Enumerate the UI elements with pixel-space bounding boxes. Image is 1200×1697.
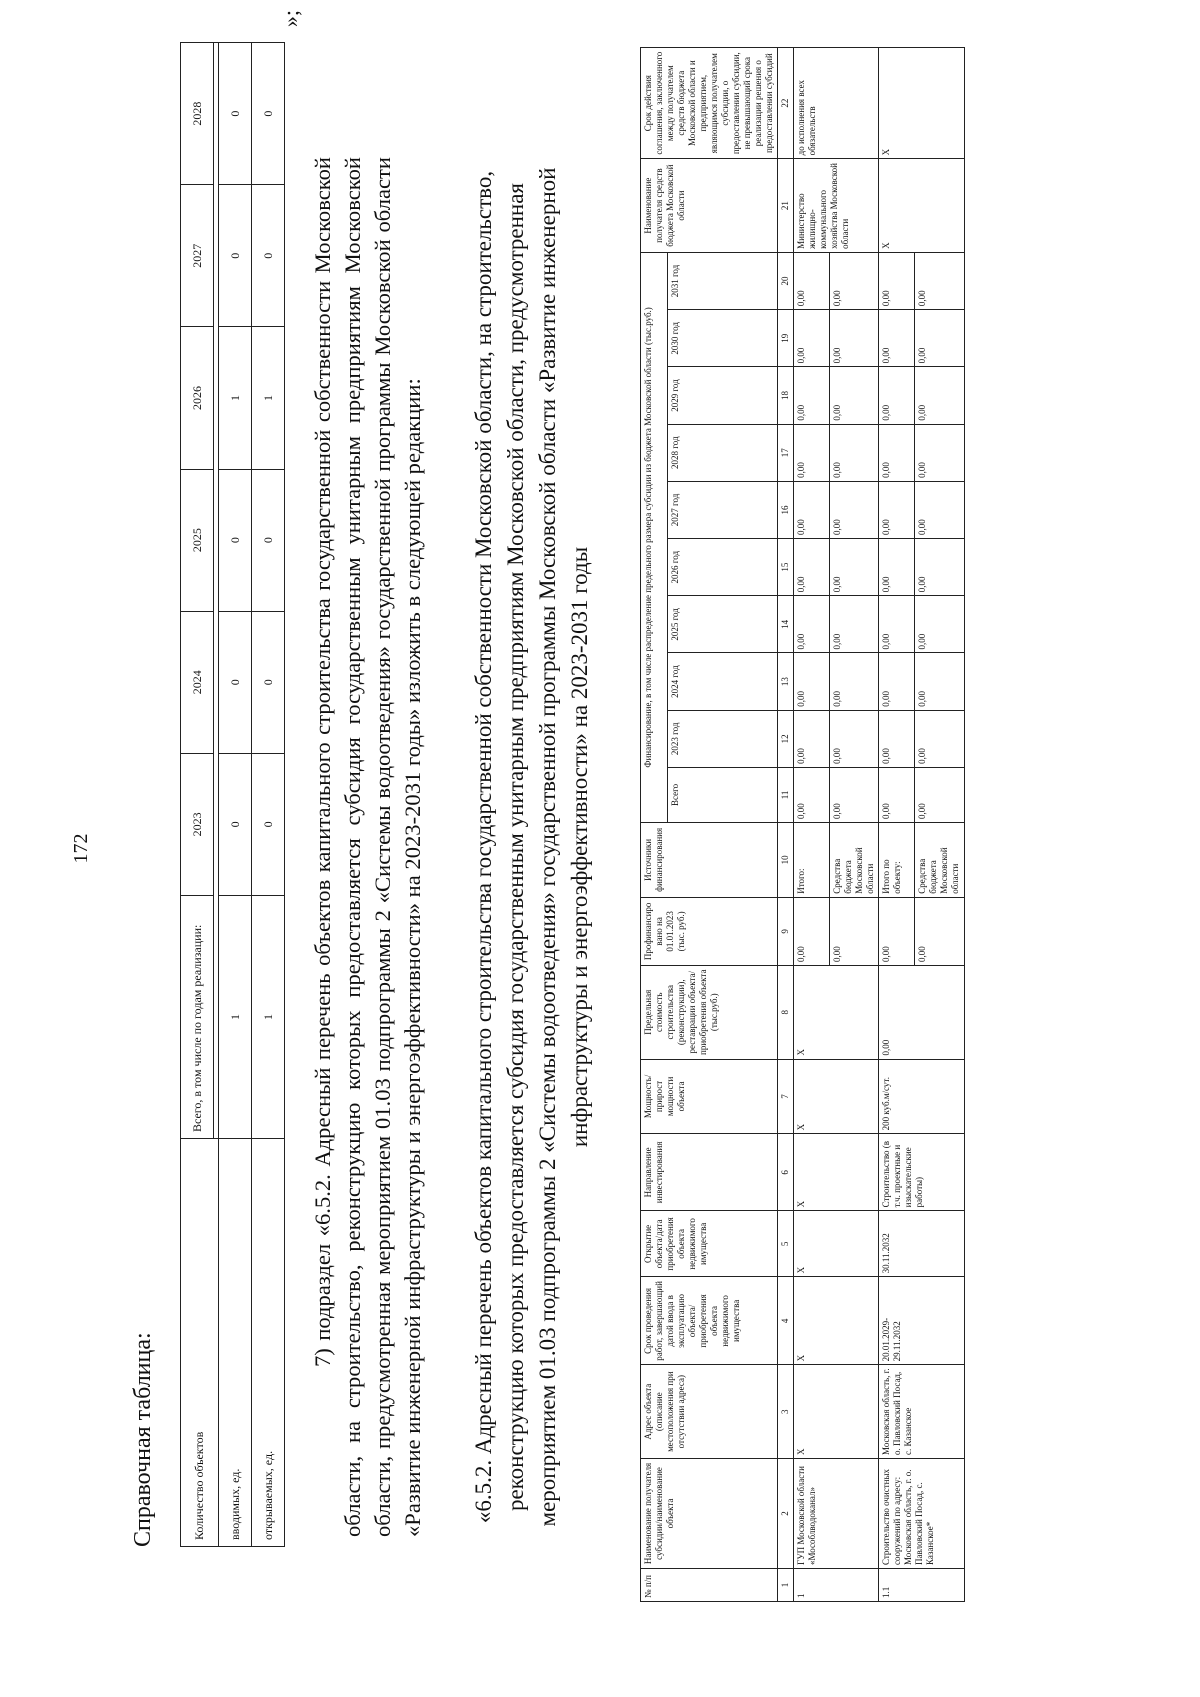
closing-quote-mark: »; <box>278 10 303 28</box>
table-row <box>219 43 252 1547</box>
table-cell: X <box>794 1211 879 1277</box>
table-header-cell: 2024 год <box>668 653 778 710</box>
table-cell: 0,00 <box>915 897 965 965</box>
table-cell: Строительство (в т.ч. проектные и изыскательские работы) <box>879 1134 965 1211</box>
table-cell: 0,00 <box>879 539 915 596</box>
table-header-cell: № п/п <box>641 1569 778 1602</box>
table-row <box>879 48 915 1602</box>
table-header-cell: 2028 год <box>668 424 778 481</box>
column-number: 7 <box>778 1059 794 1134</box>
table-cell: 0 <box>252 185 285 327</box>
column-number: 17 <box>778 424 794 481</box>
table-cell: 0,00 <box>915 710 965 767</box>
table-cell: 0,00 <box>879 710 915 767</box>
table-header-cell: Предельная стоимость строительства (реконструкции), реставрации объекта/приобретения объекта (тыс.руб.) <box>641 965 778 1059</box>
table-header-cell: 2029 год <box>668 367 778 424</box>
table-cell: 0,00 <box>794 539 830 596</box>
table-cell: 0,00 <box>915 539 965 596</box>
table-header-cell: 2025 <box>181 469 214 611</box>
table-cell: 0,00 <box>879 767 915 822</box>
table-header-cell: 2027 год <box>668 481 778 538</box>
column-number: 4 <box>778 1277 794 1365</box>
table-cell: 20.01.2029-29.11.2032 <box>879 1277 965 1365</box>
table-header-cell: Открытие объекта/дата приобретения объекта недвижимого имущества <box>641 1211 778 1277</box>
table-cell: 30.11.2032 <box>879 1211 965 1277</box>
table-header-cell: Всего, в том числе по годам реализации: <box>181 896 214 1139</box>
table-cell: 0,00 <box>794 596 830 653</box>
table-header-cell: Всего <box>668 767 778 822</box>
column-number: 18 <box>778 367 794 424</box>
table-cell: 1 <box>252 896 285 1139</box>
table-row <box>181 43 214 1547</box>
column-number: 19 <box>778 310 794 367</box>
page-number: 172 <box>70 833 92 864</box>
column-number: 3 <box>778 1365 794 1459</box>
table-cell: X <box>794 1365 879 1459</box>
table-cell: X <box>794 1277 879 1365</box>
table-header-cell: 2026 год <box>668 539 778 596</box>
column-number: 6 <box>778 1134 794 1211</box>
table-cell: 0,00 <box>794 767 830 822</box>
table-header-cell: Количество объектов <box>181 1139 219 1547</box>
column-number: 20 <box>778 252 794 309</box>
column-number: 11 <box>778 767 794 822</box>
table-header-cell: Мощность/прирост мощности объекта <box>641 1059 778 1134</box>
amendment-paragraph: 7) подраздел «6.5.2. Адресный перечень объектов капитального строительства государственной собственности Московской области, на строительство, реконструкцию которых предоставляется субсидия государственным унитарным предприятиям Московской области, предусмотренная мероприятием 01.03 подпрограммы 2 «Системы водоотведения» государственной программы Московской области «Развитие инженерной инфраструктуры и энергоэффективности» на 2023-2031 годы» изложить в следующей редакции: <box>310 157 425 1537</box>
table-cell: 0,00 <box>830 252 879 309</box>
table-cell: X <box>879 159 965 253</box>
table-cell: 0,00 <box>794 367 830 424</box>
table-cell: 0,00 <box>879 897 915 965</box>
table-cell: X <box>794 965 879 1059</box>
column-number: 1 <box>778 1569 794 1602</box>
table-cell: 0,00 <box>915 424 965 481</box>
table-header-cell: 2028 <box>181 43 214 185</box>
table-cell: 0,00 <box>879 596 915 653</box>
table-cell: 0,00 <box>915 310 965 367</box>
column-number: 8 <box>778 965 794 1059</box>
table-cell: 1 <box>794 1569 879 1602</box>
table-cell: Итого по объекту: <box>879 822 915 897</box>
table-cell: 0 <box>252 469 285 611</box>
table-cell: 0,00 <box>830 539 879 596</box>
table-cell: 0,00 <box>830 710 879 767</box>
table-cell: 1 <box>252 327 285 469</box>
table-header-cell: Наименование получателя субсидии/наименование объекта <box>641 1458 778 1568</box>
table-cell: 0 <box>252 611 285 753</box>
column-number: 22 <box>778 48 794 159</box>
table-cell: 0,00 <box>794 310 830 367</box>
table-cell: 0,00 <box>915 252 965 309</box>
table-cell: X <box>794 1134 879 1211</box>
table-cell: 0 <box>252 753 285 895</box>
table-header-cell: Финансирование, в том числе распределение предельного размера субсидии из бюджета Московской области (тыс.руб.) <box>641 252 668 822</box>
table-cell: X <box>794 1059 879 1134</box>
table-row <box>641 48 668 1602</box>
table-cell: 0,00 <box>830 367 879 424</box>
table-cell: 0 <box>219 611 252 753</box>
table-header-cell: 2023 <box>181 753 214 895</box>
column-number: 16 <box>778 481 794 538</box>
column-number: 13 <box>778 653 794 710</box>
table-cell: 0 <box>219 185 252 327</box>
table-cell: 0,00 <box>879 424 915 481</box>
table-cell: 1 <box>219 896 252 1139</box>
table-header-cell: Срок действия соглашения, заключенного между получателем средств бюджета Московской области и предприятием, являющимся получателем субсидии, о предоставлении субсидии, не превышающий срока реализации решения о предоставлении субсидий <box>641 48 778 159</box>
table-cell: 0 <box>219 469 252 611</box>
table-cell: 200 куб.м/сут. <box>879 1059 965 1134</box>
table-cell: 0,00 <box>830 897 879 965</box>
table-header-cell: Источники финансирования <box>641 822 778 897</box>
column-number: 5 <box>778 1211 794 1277</box>
table-cell: 0,00 <box>830 310 879 367</box>
table-header-cell: 2030 год <box>668 310 778 367</box>
table-cell: Московская область, г. о. Павловский Посад, с. Казанское <box>879 1365 965 1459</box>
table-header-cell: 2027 <box>181 185 214 327</box>
table-cell: 0,00 <box>915 767 965 822</box>
table-cell: 0 <box>252 43 285 185</box>
table-cell: 0,00 <box>915 481 965 538</box>
column-number: 14 <box>778 596 794 653</box>
table-cell: 0,00 <box>794 424 830 481</box>
table-cell: 0,00 <box>830 424 879 481</box>
table-cell: 0,00 <box>879 965 965 1059</box>
table-cell: до исполнения всех обязательств <box>794 48 879 159</box>
column-number: 9 <box>778 897 794 965</box>
table-header-cell: 2031 год <box>668 252 778 309</box>
table-cell: 0,00 <box>915 653 965 710</box>
table-cell: 0,00 <box>794 481 830 538</box>
table-header-cell: Срок проведения работ, завершающий датой ввода в эксплуатацию объекта/приобретения объекта недвижимого имущества <box>641 1277 778 1365</box>
column-number: 15 <box>778 539 794 596</box>
column-number: 12 <box>778 710 794 767</box>
reference-table-caption: Справочная таблица: <box>130 1332 156 1547</box>
table-row <box>794 48 830 1602</box>
table-cell: 0,00 <box>794 252 830 309</box>
table-cell: 1.1 <box>879 1569 965 1602</box>
table-header-cell: Направление инвестирования <box>641 1134 778 1211</box>
table-cell: 0,00 <box>915 596 965 653</box>
table-cell: 0,00 <box>830 767 879 822</box>
table-cell: X <box>879 48 965 159</box>
table-cell: Средства бюджета Московской области <box>915 822 965 897</box>
table-cell: 0,00 <box>830 481 879 538</box>
column-number: 21 <box>778 159 794 253</box>
table-header-cell: 2025 год <box>668 596 778 653</box>
table-cell: ГУП Московской области «Мособлводоканал» <box>794 1458 879 1568</box>
table-header-cell: Наименование получателя средств бюджета Московской области <box>641 159 778 253</box>
table-cell: 0,00 <box>830 653 879 710</box>
table-cell: Строительство очистных сооружений по адресу: Московская область, г. о. Павловский Посад, с. Казанское* <box>879 1458 965 1568</box>
table-cell: 1 <box>219 327 252 469</box>
table-row <box>778 48 794 1602</box>
reference-table <box>180 42 285 1547</box>
table-cell: Средства бюджета Московской области <box>830 822 879 897</box>
table-cell: 0,00 <box>915 367 965 424</box>
table-cell: Итого: <box>794 822 830 897</box>
table-cell: 0,00 <box>879 481 915 538</box>
table-cell: 0,00 <box>879 367 915 424</box>
table-cell: 0,00 <box>879 252 915 309</box>
table-cell: 0,00 <box>830 596 879 653</box>
table-cell: 0,00 <box>879 310 915 367</box>
table-header-cell: 2026 <box>181 327 214 469</box>
table-header-cell: 2024 <box>181 611 214 753</box>
table-cell: 0,00 <box>879 653 915 710</box>
table-header-cell: Профинансировано на 01.01.2023 (тыс. руб.) <box>641 897 778 965</box>
table-cell: открываемых, ед. <box>252 1139 285 1547</box>
table-header-cell: 2023 год <box>668 710 778 767</box>
column-number: 2 <box>778 1458 794 1568</box>
table-cell: 0,00 <box>794 897 830 965</box>
table-header-cell: Адрес объекта (описание местоположения при отсутствии адреса) <box>641 1365 778 1459</box>
table-cell: вводимых, ед. <box>219 1139 252 1547</box>
section-heading: «6.5.2. Адресный перечень объектов капитального строительства государственной собственности Московской области, на строительство, реконструкцию которых предоставляется субсидия государственным унитарным предприятиям Московской области, предусмотренная мероприятием 01.03 подпрограммы 2 «Системы водоотведения» государственной программы Московской области «Развитие инженерной инфраструктуры и энергоэффективности» на 2023-2031 годы <box>471 167 592 1527</box>
table-cell: 0 <box>219 43 252 185</box>
table-cell: 0,00 <box>794 710 830 767</box>
table-cell: 0,00 <box>794 653 830 710</box>
address-list-table <box>640 47 965 1602</box>
table-row <box>252 43 285 1547</box>
table-cell: 0 <box>219 753 252 895</box>
column-number: 10 <box>778 822 794 897</box>
table-cell: Министерство жилищно-коммунального хозяйства Московской области <box>794 159 879 253</box>
